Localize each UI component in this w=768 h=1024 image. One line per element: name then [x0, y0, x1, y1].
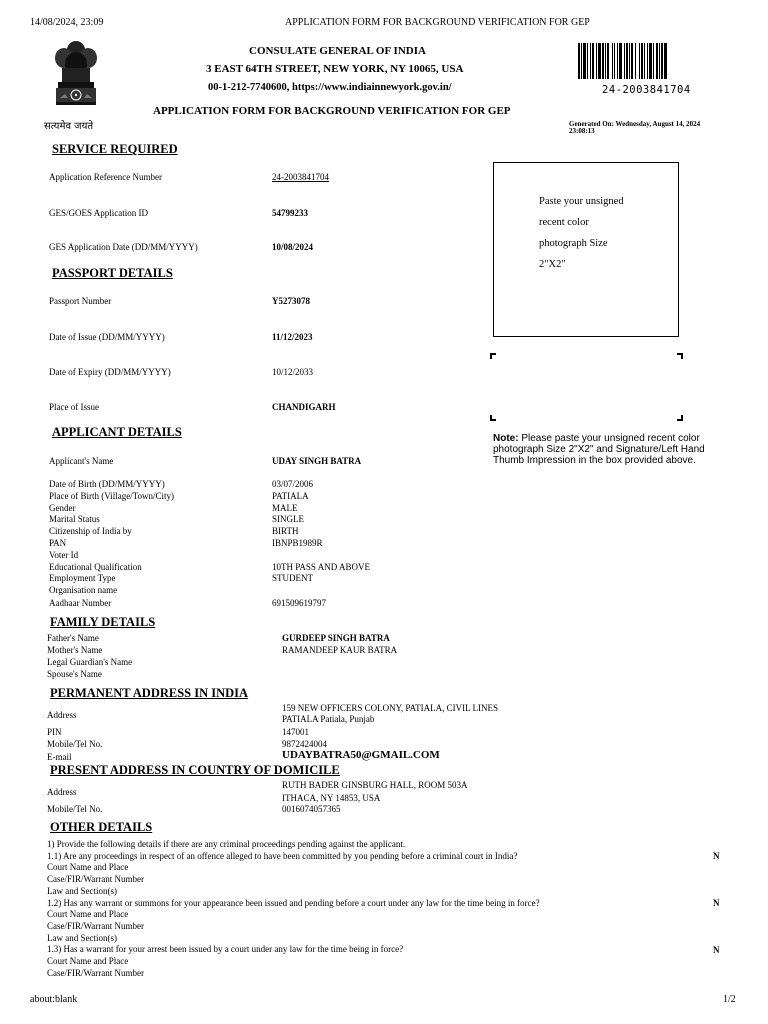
place-of-issue-label: Place of Issue	[49, 402, 99, 412]
photo-note-text: Please paste your unsigned recent color photograph Size 2"X2" and Signature/Left Hand Thumb Impression in the box provided above.	[493, 433, 705, 466]
applicant-name-label: Applicant's Name	[49, 456, 114, 466]
photo-instruction-line1: Paste your unsigned	[539, 196, 624, 207]
organisation-label: Organisation name	[49, 585, 118, 596]
applicant-heading: APPLICANT DETAILS	[52, 425, 182, 439]
print-timestamp: 14/08/2024, 23:09	[30, 17, 104, 28]
permanent-address-heading: PERMANENT ADDRESS IN INDIA	[50, 686, 249, 700]
photo-note	[493, 433, 729, 466]
other-details-heading: OTHER DETAILS	[50, 820, 153, 834]
barcode-number: 24-2003841704	[602, 84, 691, 96]
education-value: 10TH PASS AND ABOVE	[272, 561, 370, 572]
question-1-3: 1.3) Has a warrant for your arrest been issued by a court under any law for the time being in force?	[47, 944, 404, 955]
print-page-number: 1/2	[723, 994, 736, 1005]
permanent-mobile-value: 9872424004	[282, 739, 327, 749]
employment-value: STUDENT	[272, 573, 313, 584]
org-contact: 00-1-212-7740600, https://www.indiainnewyork.gov.in/	[208, 82, 452, 93]
email-value: UDAYBATRA50@GMAIL.COM	[282, 749, 440, 761]
present-address-heading: PRESENT ADDRESS IN COUNTRY OF DOMICILE	[50, 763, 340, 777]
guardian-name-label: Legal Guardian's Name	[47, 657, 133, 667]
print-page-title: APPLICATION FORM FOR BACKGROUND VERIFICATION FOR GEP	[285, 17, 590, 28]
aadhaar-value: 691509619797	[272, 598, 326, 608]
pin-value: 147001	[282, 727, 309, 737]
father-name-label: Father's Name	[47, 633, 99, 643]
permanent-address-line1: 159 NEW OFFICERS COLONY, PATIALA, CIVIL LINES	[282, 703, 499, 713]
dob-value: 03/07/2006	[272, 479, 314, 489]
voter-id-label: Voter Id	[49, 549, 79, 560]
marital-label: Marital Status	[49, 514, 100, 525]
aadhaar-label: Aadhaar Number	[49, 598, 112, 608]
signature-corner-bl	[490, 415, 496, 421]
passport-number-value: Y5273078	[272, 296, 310, 306]
emblem-motto: सत्यमेव जयते	[44, 121, 94, 132]
present-mobile-label: Mobile/Tel No.	[47, 804, 103, 814]
present-address-line1: RUTH BADER GINSBURG HALL, ROOM 503A	[282, 780, 468, 790]
pob-value: PATIALA	[272, 490, 309, 501]
q1-law-label: Law and Section(s)	[47, 885, 117, 896]
national-emblem-icon	[48, 38, 104, 118]
pin-label: PIN	[47, 727, 62, 737]
form-title: APPLICATION FORM FOR BACKGROUND VERIFICATION FOR GEP	[153, 105, 511, 117]
expiry-date-label: Date of Expiry (DD/MM/YYYY)	[49, 367, 171, 377]
family-heading: FAMILY DETAILS	[50, 615, 156, 629]
permanent-address-line2: PATIALA Patiala, Punjab	[282, 714, 375, 724]
app-ref-label: Application Reference Number	[49, 172, 162, 182]
issue-date-value: 11/12/2023	[272, 332, 313, 342]
org-name: CONSULATE GENERAL OF INDIA	[249, 45, 426, 57]
barcode-bar	[667, 43, 668, 79]
signature-corner-tl	[490, 353, 496, 359]
app-ref-value: 24-2003841704	[272, 172, 329, 182]
pan-value: IBNPB1989R	[272, 538, 323, 548]
photo-box	[493, 162, 679, 337]
permanent-address-label: Address	[47, 710, 77, 720]
signature-corner-br	[677, 415, 683, 421]
answer-1-1: N	[713, 851, 720, 861]
service-heading: SERVICE REQUIRED	[52, 142, 178, 156]
photo-note-label: Note:	[493, 433, 519, 444]
pan-label: PAN	[49, 538, 67, 548]
q2-court-label: Court Name and Place	[47, 909, 129, 920]
employment-label: Employment Type	[49, 573, 116, 584]
ges-date-value: 10/08/2024	[272, 242, 314, 252]
applicant-name-value: UDAY SINGH BATRA	[272, 456, 362, 466]
q1-court-label: Court Name and Place	[47, 862, 129, 873]
passport-number-label: Passport Number	[49, 296, 112, 306]
answer-1-2: N	[713, 898, 720, 908]
mother-name-value: RAMANDEEP KAUR BATRA	[282, 645, 398, 655]
photo-instruction-line2: recent color	[539, 217, 589, 228]
ges-date-label: GES Application Date (DD/MM/YYYY)	[49, 242, 198, 252]
place-of-issue-value: CHANDIGARH	[272, 402, 336, 412]
q3-case-label: Case/FIR/Warrant Number	[47, 967, 145, 978]
generated-on: Generated On: Wednesday, August 14, 2024	[569, 120, 701, 128]
gender-value: MALE	[272, 502, 298, 513]
permanent-mobile-label: Mobile/Tel No.	[47, 739, 103, 749]
citizenship-value: BIRTH	[272, 526, 299, 537]
citizenship-label: Citizenship of India by	[49, 526, 132, 537]
expiry-date-value: 10/12/2033	[272, 367, 314, 377]
ges-id-value: 54799233	[272, 208, 308, 218]
issue-date-label: Date of Issue (DD/MM/YYYY)	[49, 332, 165, 342]
org-address: 3 EAST 64TH STREET, NEW YORK, NY 10065, USA	[206, 63, 464, 75]
generated-time: 23:08:13	[569, 127, 595, 135]
question-1-2: 1.2) Has any warrant or summons for your appearance been issued and pending before a court under any law for the time being in force?	[47, 897, 540, 908]
mother-name-label: Mother's Name	[47, 645, 103, 655]
barcode	[578, 43, 712, 79]
question-1-1: 1.1) Are any proceedings in respect of an offence alleged to have been committed by you pending before a criminal court in India?	[47, 850, 518, 861]
present-address-line2: ITHACA, NY 14853, USA	[282, 793, 381, 803]
q3-court-label: Court Name and Place	[47, 956, 129, 966]
print-footer-url: about:blank	[30, 994, 78, 1005]
answer-1-3: N	[713, 945, 720, 955]
education-label: Educational Qualification	[49, 561, 142, 572]
q2-law-label: Law and Section(s)	[47, 932, 117, 943]
photo-instruction-line3: photograph Size	[539, 238, 608, 249]
photo-instruction-line4: 2"X2"	[539, 259, 566, 270]
q1-case-label: Case/FIR/Warrant Number	[47, 874, 145, 885]
pob-label: Place of Birth (Village/Town/City)	[49, 490, 175, 501]
marital-value: SINGLE	[272, 514, 304, 525]
q2-case-label: Case/FIR/Warrant Number	[47, 920, 145, 931]
criminal-intro: 1) Provide the following details if there are any criminal proceedings pending against the applicant.	[47, 839, 406, 849]
dob-label: Date of Birth (DD/MM/YYYY)	[49, 479, 165, 489]
ges-id-label: GES/GOES Application ID	[49, 208, 148, 218]
signature-corner-tr	[677, 353, 683, 359]
present-mobile-value: 0016074057365	[282, 804, 341, 814]
passport-heading: PASSPORT DETAILS	[52, 266, 173, 280]
spouse-name-label: Spouse's Name	[47, 669, 102, 679]
father-name-value: GURDEEP SINGH BATRA	[282, 633, 390, 643]
email-label: E-mail	[47, 752, 72, 762]
present-address-label: Address	[47, 787, 77, 797]
gender-label: Gender	[49, 502, 76, 513]
